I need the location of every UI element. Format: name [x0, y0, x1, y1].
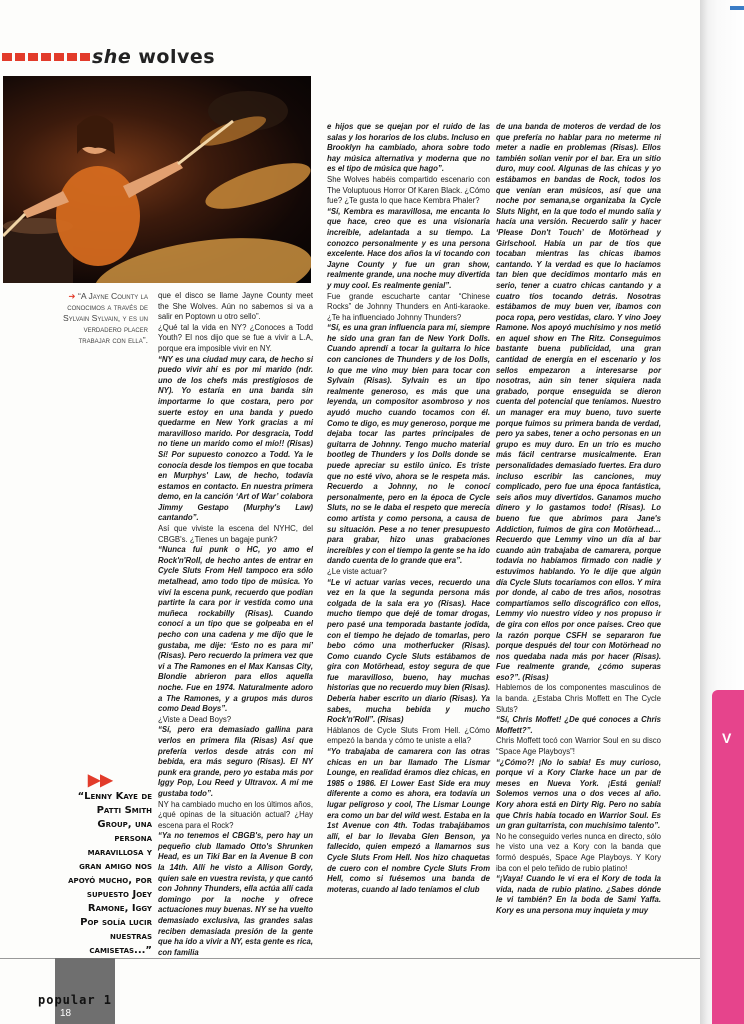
paragraph: Chris Moffett tocó con Warrior Soul en su disco “Space Age Playboys”! [496, 736, 661, 757]
paragraph: “Yo trabajaba de camarera con las otras chicas en un bar llamado The Lismar Lounge, en realidad éramos diez chicas, en 1985 o 1986. El Lower East Side era muy diferente a como es ahora, era todavía un lugar peligroso y cool, The Lismar Lounge era como un bar del wild west. Estaba en la 1st Avenue con 4th. Todas trabajábamos allí, el bar lo llevaba Glen Benson, ya fallecido, quien empezó a llamarnos sus Cycle Sluts From Hell. Nos hizo chaquetas de cuero con el nombre Cycle Sluts From Hell, como si fuésemos una banda de moteras, cuando al lado teníamos el club [327, 747, 490, 894]
section-title-wolves: wolves [131, 46, 216, 68]
section-marker [2, 53, 90, 61]
paragraph: ¿Viste a Dead Boys? [158, 714, 232, 724]
paragraph: Fue grande escucharte cantar “Chinese Rocks” de Johnny Thunders en Anti-karaoke. ¿Te ha influenciado Johnny Thunders? [327, 291, 490, 322]
paragraph: NY ha cambiado mucho en los últimos años, ¿qué opinas de la situación actual? ¿Hay escena para el Rock? [158, 799, 313, 830]
paragraph: Hablemos de los componentes masculinos de la banda. ¿Estaba Chris Moffett en The Cycle Sluts? [496, 683, 661, 714]
paragraph: ¿Le viste actuar? [327, 566, 387, 576]
article-column-1 [158, 291, 313, 958]
next-page-pink-edge: V [712, 690, 744, 1024]
paragraph: No he conseguido verles nunca en directo, sólo he visto una vez a Kory con la banda que formó después, Space Age Playboys. Y Kory iba con el pelo teñido de rubio platino! [496, 831, 661, 873]
paragraph: “Sí, es una gran influencia para mí, siempre he sido una gran fan de New York Dolls. Cuando aprendí a tocar la guitarra lo hice con canciones de Thunders y de los Dolls, lo que me vino muy bien para tocar con Sylvain (Risas). Sylvain es un tipo realmente generoso, es más que una leyenda, un compositor asombroso y nos ayudó mucho cuando tocamos con él. Como te digo, es muy generoso, porque me dejaba tocar las partes principales de guitarra de Johnny. Tengo mucho material bootleg de Thunders y los Dolls donde se puede apreciar su estilo único. Es triste que no esté vivo, ahora se le respeta más. Recuerdo a Johnny, no le conocí personalmente, pero en la época de Cycle Sluts, no se le daba el respeto que merecía como artista y como persona, a causa de su situación. Pese a no tener presupuesto para grabar, hizo unas grabaciones increíbles y con el tiempo la gente se ha ido dando cuenta de lo grande que era”. [327, 323, 490, 566]
paragraph: Así que viviste la escena del NYHC, del CBGB's. ¿Tienes un bagaje punk? [158, 524, 313, 544]
drummer-illustration [3, 76, 311, 283]
caption-text: “A Jayne County la conocimos a través de Sylvain Sylvain, y es un verdadero placer trabajar con ella”. [63, 291, 148, 345]
paragraph: “Sí, Kembra es maravillosa, me encanta lo que hace, creo que es una visionaria increíble, adelantada a su tiempo. La conozco personalmente y es una persona excelente. Hace dos años la vi tocando con Jayne County y fue un gran show, realmente grande, una noche muy divertida y muy cool. Es realmente genial”. [327, 206, 490, 290]
article-column-2 [327, 122, 490, 895]
drummer-photo [3, 76, 311, 283]
caption-arrow-icon: ➜ [68, 291, 76, 301]
paragraph: “NY es una ciudad muy cara, de hecho si puedo vivir ahí es por mi marido (ndr. uno de los chefs más prestigiosos de NY). Yo estaría en una banda sin importarme lo que costara, pero por suerte estoy en una banda y puedo quedarme en New York gracias a mi maravilloso marido. Por desgracia, Todd no tiene un marido como el mío!! (Risas) Sí! Por supuesto conozco a Todd. Ya le conocía desde los tiempos en que tocaba en Murphys' Law, de hecho, todavía estamos en contacto. En nuestra primera demo, en la canción ‘Art of War’ colabora Jimmy Gestapo (Murphy's Law) cantando”. [158, 354, 313, 523]
paragraph: de una banda de moteros de verdad de los que prefería no hablar para no meterme ni meter a nadie en problemas (Risas). Ellos también solían venir por el bar. Era un sitio duro, muy cool. Algunas de las chicas y yo estábamos en bandas de Rock, todos los que venían eran músicos, así que una noche por semana,se organizaba la Cycle Sluts Night, en la que todo el mundo salía y hacía una versión. Recuerdo salir y hacer ‘Please Don't Touch’ de Motörhead y Girlschool. Había un par de tíos que tocaban mientras las chicas íbamos cantando. Y la verdad es que lo hacíamos tan bien que decidimos montarlo más en serio, tener a cuatro chicas cantando y a cuatro tíos tocando detrás. Nosotras estábamos de muy buen ver, íbamos con poca ropa, pero vestidas, claro. Y vino Joey Ramone. Nos apoyó muchísimo y nos metió en aquel show en The Ritz. Conseguimos bastante buena publicidad, una gran cantidad de energía en el escenario y los sellos empezaron a interesarse por nosotras, aún sin tener siquiera nada grabado, porque enseguida se dieron cuenta del potencial que teníamos. Nuestro un manager era muy bueno, tuvo suerte porque fuimos su primera banda de verdad, pero ya sabes, tener a ocho personas en un grupo es muy duro. En un trío es mucho más fácil centrarse musicalmente. Eran personalidades demasiado fuertes. Era duro incluso escribir las canciones, muy complicado, pero fue una época fantástica, seis años muy divertidos. Ganamos mucho dinero y lo gastamos todo! (Risas). Lo bueno fue que abrimos para Jane's Addiction, fuimos de gira con Motörhead… Recuerdo que Lemmy vino un día al bar cuando aún trabajaba de camarera, porque todavía no habíamos firmado con nadie y estuvimos hablando. Yo le dije que algún día Cycle Sluts tocaríamos con ellos. Y mira por donde, al cabo de tres años, nosotras compartíamos sello discográfico con ellos, Lemmy vio nuestro vídeo y nos propuso ir de gira con ellos por once países. Creo que la razón porque CSFH se separaron fue porque después del tour con Motörhead no nos quedaba nada más por hacer (Risas). Fue realmente grande, ¿cómo superas eso?”. (Risas) [496, 122, 661, 682]
paragraph: “Sí, Chris Moffet! ¿De qué conoces a Chris Moffett?”. [496, 715, 661, 735]
paragraph: “Le vi actuar varias veces, recuerdo una vez en la que la segunda persona más colgada de la sala era yo (Risas). Hace mucho tiempo que dejé de tomar drogas, pero pasé una temporada bastante jodida, con el tiempo he dejado de tomarlas, pero bebo cómo una motherfucker (Risas). Como cuando Cycle Sluts estábamos de gira con Motörhead, estoy segura de que fue maravilloso, bueno, hay muchas historias que no recuerdo muy bien (Risas). Debería haber escrito un diario (Risas). Ya sabes, mucha bebida y mucho Rock'n'Roll”. (Risas) [327, 577, 490, 725]
paragraph: ¿Qué tal la vida en NY? ¿Conoces a Todd Youth? El nos dijo que se fue a vivir a L.A, porque era imposible vivir en NY. [158, 322, 313, 353]
paragraph: “Nunca fui punk o HC, yo amo el Rock'n'Roll, de hecho antes de entrar en Cycle Sluts From Hell tampoco era sólo metalhead, amo todo tipo de música. Yo viví la escena punk, recuerdo que podían partirte la cara por ir vestida como una muñeca rockabilly (Risas). Cuando conocí a un tipo que se golpeaba en el pecho con una cadena y me dijo que le gustaba, me dije: ‘Esto no es para mí’ (Risas). Pero recuerdo la primera vez que vi a The Ramones en el Max Kansas City, Blondie abrieron para ellos aquella noche. Fue en 1974. Naturalmente adoro a The Ramones, y a grupos más duros como Dead Boys”. [158, 545, 313, 714]
paragraph: “Sí, pero era demasiado gallina para verlos en primera fila (Risas) Así que prefería verlos desde atrás con mi bebida, era más seguro (Risas). El NY punk era grande, pero yo estaba más por Iggy Pop, Lou Reed y Ultravox. A mí me gustaba todo”. [158, 725, 313, 798]
quote-arrows-icon: ▶▶ [88, 772, 113, 789]
photo-caption [52, 291, 148, 346]
page-number: 18 [60, 1008, 72, 1019]
paragraph: que el disco se llame Jayne County meet the She Wolves. Aún no sabemos si va a salir en Poptown u otro sello”. [158, 291, 313, 322]
pull-quote [68, 790, 152, 958]
pull-quote-text: “Lenny Kaye de Patti Smith Group, una persona maravillosa y gran amigo nos apoyó mucho, por supuesto Joey Ramone, Iggy Pop solía lucir nuestras camisetas...” [68, 791, 152, 956]
paragraph: e hijos que se quejan por el ruido de las salas y los horarios de los clubs. Incluso en Brooklyn ha cambiado, ahora sobre todo hay música alternativa y moderna que no es el tipo de música que hago”. [327, 122, 490, 174]
article-column-3 [496, 122, 661, 917]
paragraph: Háblanos de Cycle Sluts From Hell. ¿Cómo empezó la banda y cómo te uniste a ella? [327, 725, 490, 746]
paragraph: “¿Cómo?! ¡No lo sabía! Es muy curioso, porque vi a Kory Clarke hace un par de meses en Nueva York. ¡Está genial! Solemos vernos una o dos veces al año. Kory ahora está en Dirty Rig. Pero no sabía que Chris había tocado en Warrior Soul. Es un gran guitarrista, con muchísimo talento”. [496, 757, 661, 831]
section-title-she: she [92, 46, 132, 68]
paragraph: “¡Vaya! Cuando le vi era el Kory de toda la vida, nada de rubio platino. ¿Sabes dónde le vi también? En la boda de Sami Yaffa. Kory es una persona muy inquieta y muy [496, 874, 661, 915]
next-page-edge [730, 6, 744, 10]
paragraph: “Ya no tenemos el CBGB's, pero hay un pequeño club llamado Otto's Shrunken Head, es un Tiki Bar en la Avenue B con la 14th. Allí he visto a Allison Gordy, quien sale en vuestra revista, y que cantó con Johnny Thunders, ella actúa allí cada domingo por la noche y ofrece actuaciones muy buenas. NY se ha vuelto demasiado exclusiva, las grandes salas reciben demasiada presión de la gente que ha ido a vivir a NY, esta gente es rica, con familia [158, 831, 313, 957]
magazine-name: popular 1 [38, 993, 113, 1007]
paragraph: She Wolves habéis compartido escenario con The Voluptuous Horror Of Karen Black. ¿Cómo fue? ¿Te gusta lo que hace Kembra Phaler? [327, 174, 490, 206]
section-title [92, 46, 215, 68]
